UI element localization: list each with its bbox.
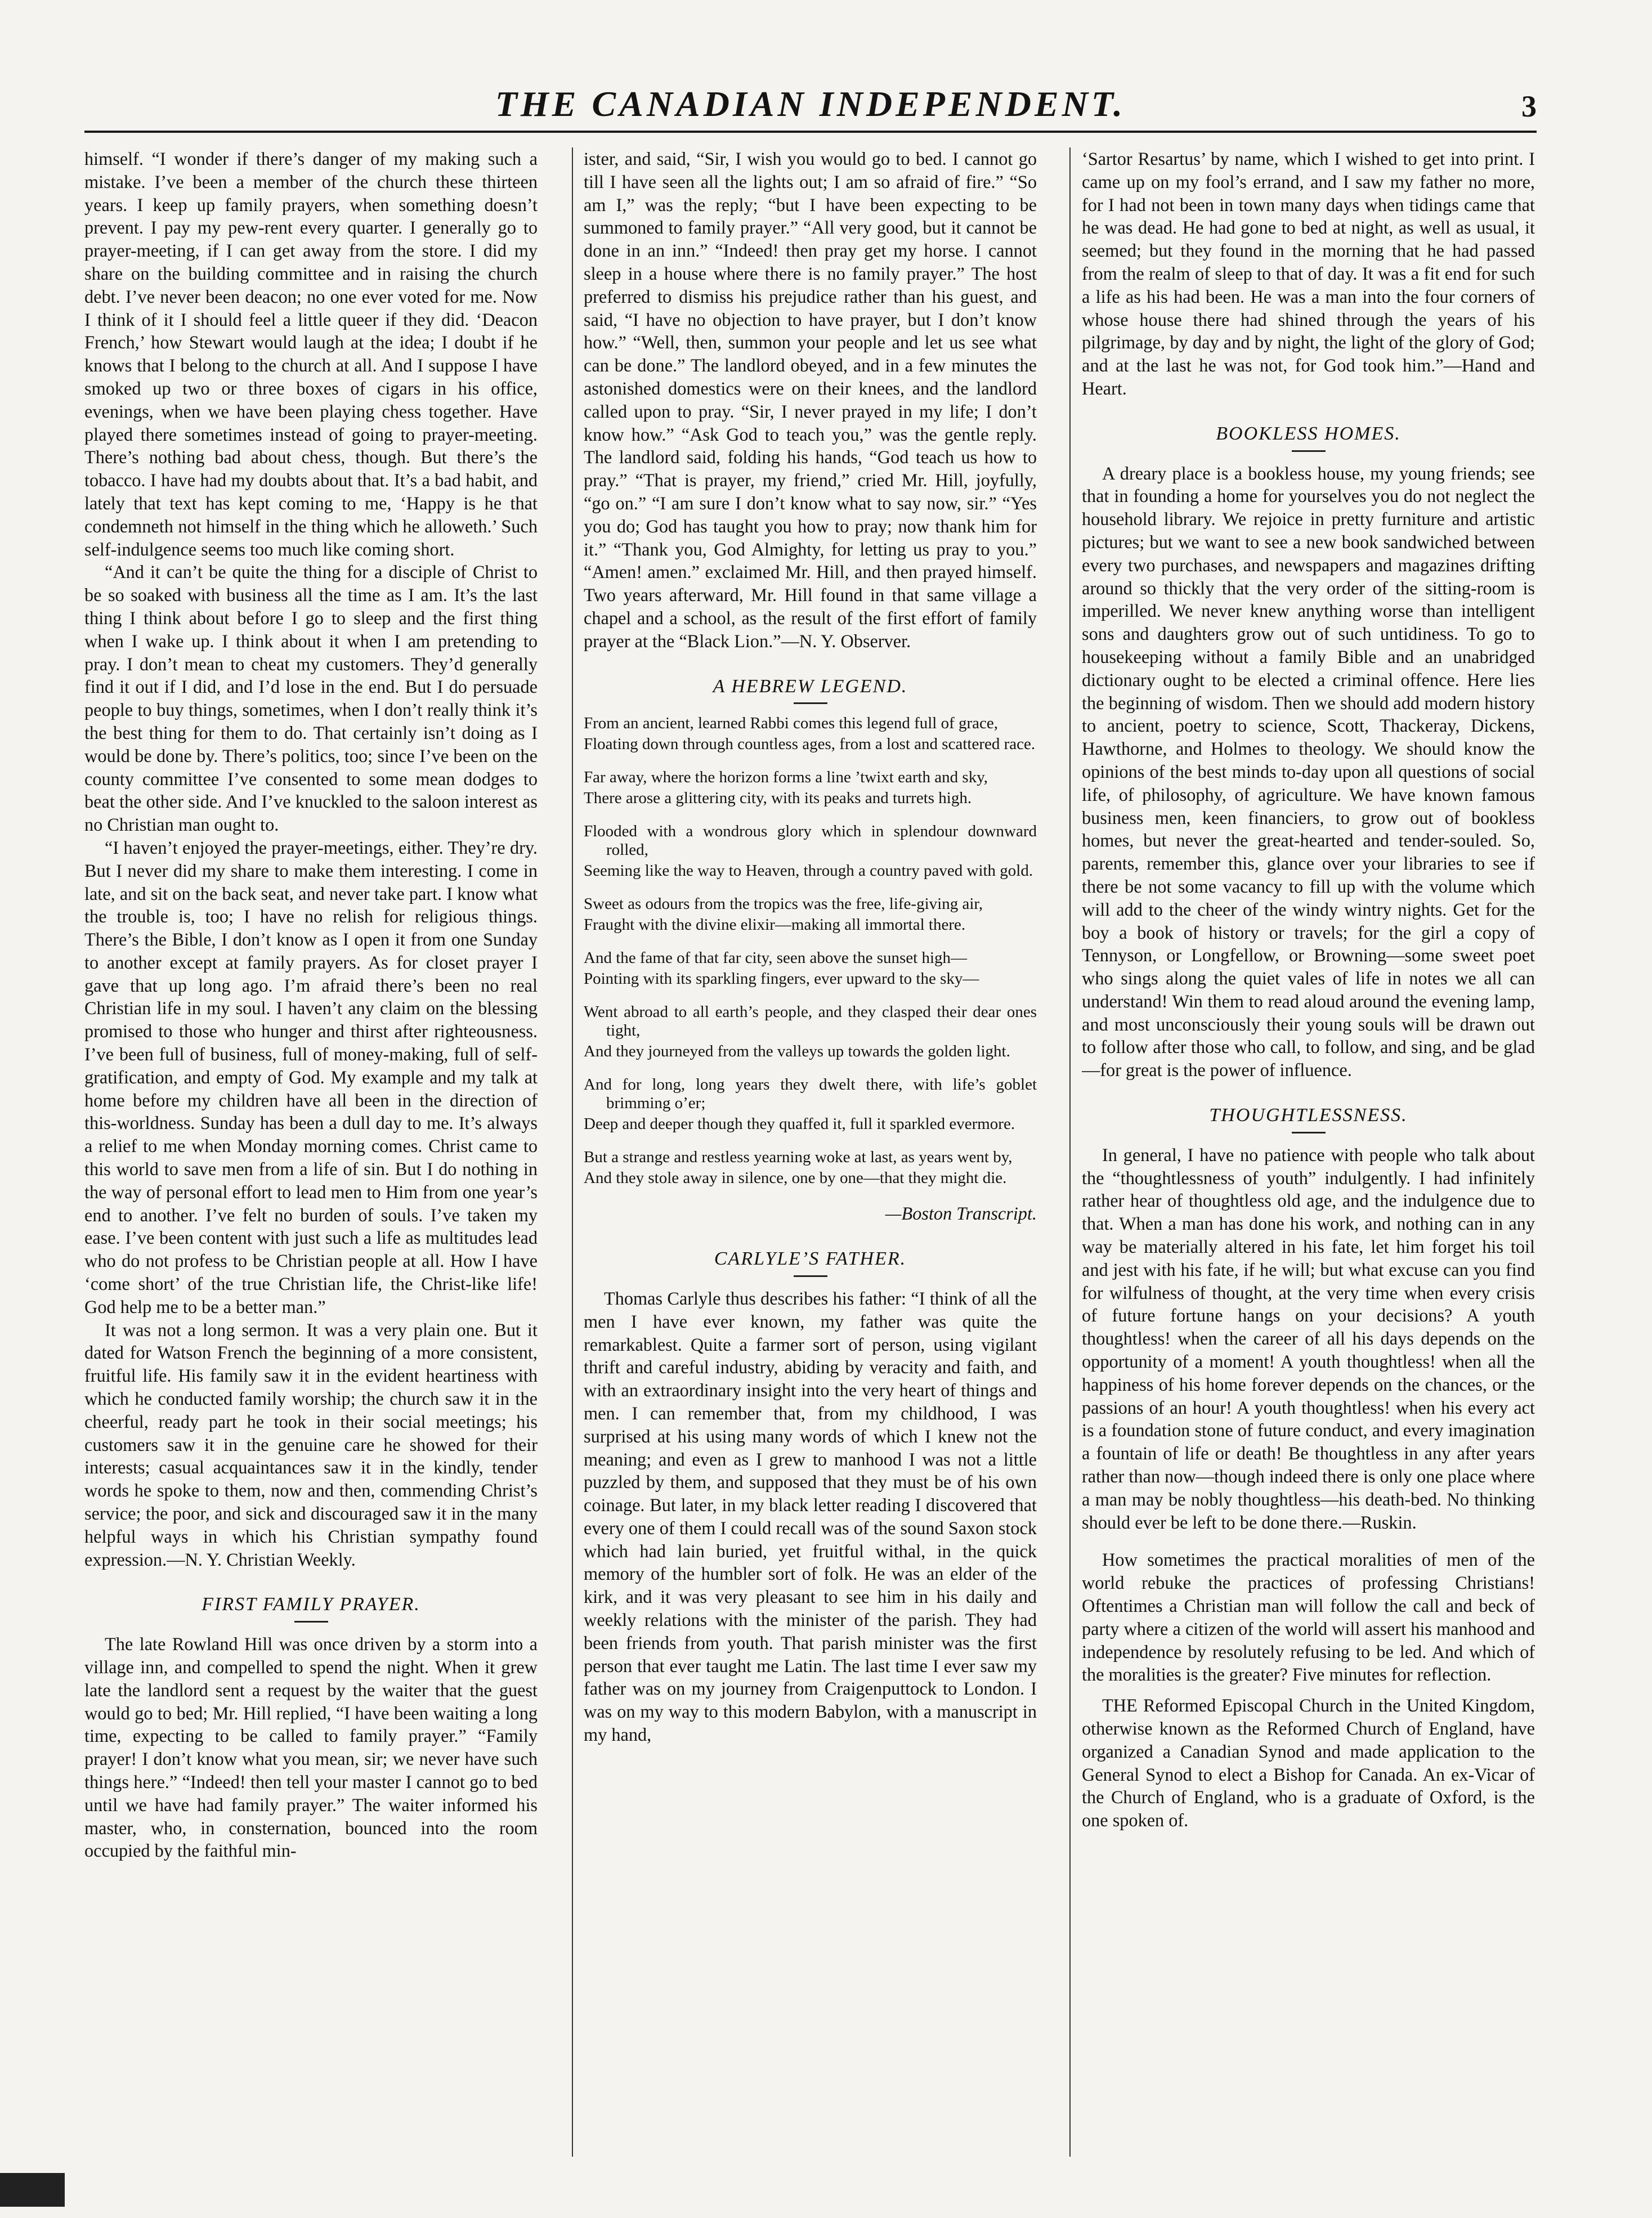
- poem-line-text: Sweet as odours from the tropics was the free, life-giving air,: [584, 895, 983, 913]
- poem-line-text: Seeming like the way to Heaven, through a country paved with gold.: [584, 862, 1033, 880]
- masthead: [84, 79, 1537, 133]
- poem-line: [584, 768, 1037, 787]
- article-paragraph: In general, I have no patience with people who talk about the “thoughtlessness of youth” indulgently. I had infinitely rather hear of thoughtless old age, and the indulgence due to that. When a man has done his work, and nothing can in any way be materially altered in his fate, let him forget his toil and jest with his fate, if he will; but what excuse can you find for wilfulness of thought, at the very time when every crisis of future fortune hangs on your decisions? A youth thoughtless! when the career of all his days depends on the opportunity of a moment! A youth thoughtless! when all the happiness of his home forever depends on the chances, or the passions of an hour! A youth thoughtless! when his every act is a foundation stone of future conduct, and every imagination a fountain of life or death! Be thoughtless in any after years rather than now—though indeed there is only one place where a man may be nobly thoughtless—his death-bed. No thinking should ever be left to be done there.—Ruskin.: [1082, 1144, 1535, 1533]
- poem-line: [584, 970, 1037, 988]
- poem-line-text: There arose a glittering city, with its peaks and turrets high.: [584, 789, 972, 808]
- article-paragraph: The late Rowland Hill was once driven by a storm into a village inn, and compelled to spend the night. When it grew late the landlord sent a request by the waiter that the guest would go to bed; Mr. Hill replied, “I have been waiting a long time, expecting to be called to family prayer.” “Family prayer! I don’t know what you mean, sir; we never have such things here.” “Indeed! then tell your master I cannot go to bed until we have had family prayer.” The waiter informed his master, who, in consternation, bounced into the room occupied by the faithful min-: [84, 1634, 538, 1861]
- heading-rule: [294, 1621, 328, 1623]
- poem-stanza: [584, 1148, 1037, 1188]
- poem-line-text: And the fame of that far city, seen above the sunset high—: [584, 949, 968, 967]
- article-paragraph: How sometimes the practical moralities of men of the world rebuke the practices of professing Christians! Oftentimes a Christian man will follow the call and beck of party where a citizen of the world will assert his manhood and independence by resolutely refusing to be led. And which of the moralities is the greater? Five minutes for reflection.: [1082, 1549, 1535, 1685]
- column-divider: [572, 147, 573, 2157]
- column-3: [1082, 147, 1535, 2157]
- heading-rule: [1292, 1132, 1326, 1133]
- poem-line-text: Deep and deeper though they quaffed it, full it sparkled evermore.: [584, 1115, 1015, 1133]
- column-1: [84, 147, 538, 2157]
- poem-line-text: Fraught with the divine elixir—making all immortal there.: [584, 916, 966, 934]
- article-paragraph: himself. “I wonder if there’s danger of my making such a mistake. I’ve been a member of the church these thirteen years. I keep up family prayers, when something doesn’t prevent. I pay my pew-rent every quarter. I generally go to prayer-meeting, if I can get away from the store. I did my share on the building committee and in raising the church debt. I’ve never been deacon; no one ever voted for me. Now I think of it I should feel a little queer if they did. ‘Deacon French,’ how Stewart would laugh at the idea; I doubt if he knows that I belong to the church at all. And I suppose I have smoked up two or three boxes of cigars in his office, evenings, when we have been playing chess together. Have played there sometimes instead of going to prayer-meeting. There’s nothing bad about chess, though. But there’s the tobacco. I have had my doubts about that. It’s a bad habit, and lately that text has kept coming to me, ‘Happy is he that condemneth not himself in the thing which he alloweth.’ Such self-indulgence seems too much like coming short.: [84, 149, 538, 559]
- article-paragraph: “And it can’t be quite the thing for a disciple of Christ to be so soaked with business all the time as I am. It’s the last thing I think about before I go to sleep and the first thing when I wake up. I think about it when I am pretending to pray. I don’t mean to cheat my customers. They’d generally find it out if I did, and I’d lose in the end. But I do persuade people to buy things, sometimes, when I don’t really think it’s the best thing for them to do. That certainly isn’t doing as I would be done by. There’s politics, too; since I’ve been on the county committee I’ve consented to some mean dodges to beat the other side. And I’ve knuckled to the saloon interest as no Christian man ought to.: [84, 562, 538, 835]
- poem-line-text: Flooded with a wondrous glory which in splendour downward rolled,: [584, 822, 1037, 859]
- poem-line: [584, 1169, 1037, 1188]
- poem-stanza: [584, 949, 1037, 988]
- heading-rule: [794, 1275, 827, 1277]
- poem-line: [584, 789, 1037, 808]
- article-paragraph: ister, and said, “Sir, I wish you would go to bed. I cannot go till I have seen all the lights out; I am so afraid of fire.” “So am I,” was the reply; “but I have been expecting to be summoned to family prayer.” “All very good, but it cannot be done in an inn.” “Indeed! then pray get my horse. I cannot sleep in a house where there is no family prayer.” The host preferred to dismiss his prejudice rather than his guest, and said, “I have no objection to have prayer, but I don’t know how.” “Well, then, summon your people and let us see what can be done.” The landlord obeyed, and in a few minutes the astonished domestics were on their knees, and the landlord called upon to pray. “Sir, I never prayed in my life; I don’t know how.” “Ask God to teach you,” was the gentle reply. The landlord said, folding his hands, “God teach us how to pray.” “That is prayer, my friend,” cried Mr. Hill, joyfully, “go on.” “I am sure I don’t know what to say now, sir.” “Yes you do; God has taught you how to pray; now thank him for it.” “Thank you, God Almighty, for letting us pray to you.” “Amen! amen.” exclaimed Mr. Hill, and then prayed himself. Two years afterward, Mr. Hill found in that same village a chapel and a school, as the result of the first effort of family prayer at the “Black Lion.”—N. Y. Observer.: [584, 149, 1037, 651]
- poem-line-text: And for long, long years they dwelt there, with life’s goblet brimming o’er;: [584, 1076, 1037, 1113]
- poem-line: [584, 949, 1037, 967]
- poem-line: [584, 1042, 1037, 1061]
- poem: [584, 714, 1037, 1188]
- poem-line-text: But a strange and restless yearning woke at last, as years went by,: [584, 1148, 1013, 1167]
- column-divider: [1069, 147, 1071, 2157]
- poem-line-text: From an ancient, learned Rabbi comes this legend full of grace,: [584, 714, 999, 733]
- poem-source: —Boston Transcript.: [885, 1203, 1037, 1224]
- article-paragraph: THE Reformed Episcopal Church in the United Kingdom, otherwise known as the Reformed Church of England, have organized a Canadian Synod and made application to the General Synod to elect a Bishop for Canada. An ex-Vicar of the Church of England, who is a graduate of Oxford, is the one spoken of.: [1082, 1695, 1535, 1831]
- poem-line-text: Floating down through countless ages, from a lost and scattered race.: [584, 735, 1036, 754]
- edge-mark: [0, 2173, 65, 2207]
- poem-line-text: And they journeyed from the valleys up towards the golden light.: [584, 1042, 1010, 1061]
- poem-line-text: Far away, where the horizon forms a line ’twixt earth and sky,: [584, 768, 988, 787]
- article-heading: FIRST FAMILY PRAYER.: [202, 1594, 420, 1615]
- heading-rule: [1292, 450, 1326, 452]
- poem-line: [584, 1115, 1037, 1133]
- article-heading: CARLYLE’S FATHER.: [714, 1248, 907, 1270]
- poem-line: [584, 862, 1037, 880]
- poem-line: [584, 735, 1037, 754]
- article-paragraph: ‘Sartor Resartus’ by name, which I wished to get into print. I came up on my fool’s errand, and I saw my father no more, for I had not been in town many days when tidings came that he was dead. He had gone to bed at night, as well as usual, it seemed; but they found in the morning that he had passed from the realm of sleep to that of day. It was a fit end for such a life as his had been. He was a man into the four corners of whose house there had shined through the years of his pilgrimage, by day and by night, the light of the glory of God; and at the last he was not, for God took him.”—Hand and Heart.: [1082, 149, 1535, 398]
- article-paragraph: It was not a long sermon. It was a very plain one. But it dated for Watson French the beginning of a more consistent, fruitful life. His family saw it in the evident heartiness with which he conducted family worship; the church saw it in the cheerful, ready part he took in their social meetings; his customers saw it in the genuine care he showed for their interests; casual acquaintances saw it in the kindly, tender words he spoke to them, now and then, commending Christ’s service; the poor, and sick and discouraged saw it in the many helpful ways in which his Christian sympathy found expression.—N. Y. Christian Weekly.: [84, 1319, 538, 1570]
- poem-line: [584, 1003, 1037, 1040]
- newspaper-title: THE CANADIAN INDEPENDENT.: [495, 84, 1126, 124]
- page-number: 3: [1521, 89, 1537, 123]
- poem-stanza: [584, 895, 1037, 934]
- article-heading: A HEBREW LEGEND.: [713, 675, 908, 697]
- poem-stanza: [584, 822, 1037, 880]
- poem-stanza: [584, 714, 1037, 754]
- poem-line: [584, 916, 1037, 934]
- poem-stanza: [584, 1076, 1037, 1133]
- poem-line: [584, 714, 1037, 733]
- poem-stanza: [584, 1003, 1037, 1061]
- poem-line-text: And they stole away in silence, one by one—that they might die.: [584, 1169, 1007, 1188]
- poem-line-text: Went abroad to all earth’s people, and they clasped their dear ones tight,: [584, 1003, 1037, 1040]
- poem-stanza: [584, 768, 1037, 808]
- poem-line: [584, 822, 1037, 859]
- article-paragraph: Thomas Carlyle thus describes his father: “I think of all the men I have ever known, my father was quite the remarkablest. Quite a farmer sort of person, using vigilant thrift and careful industry, abiding by veracity and faith, and with an extraordinary insight into the very heart of things and men. I can remember that, from my childhood, I was surprised at his using many words of which I knew not the meaning; and even as I grew to manhood I was not a little puzzled by them, and supposed that they must be of his own coinage. But later, in my black letter reading I discovered that every one of them I could recall was of the sound Saxon stock which had lain buried, yet fruitful withal, in the quick memory of the humbler sort of folk. He was an elder of the kirk, and it was very pleasant to see him in his daily and weekly relations with the minister of the parish. They had been friends from youth. That parish minister was the first person that ever taught me Latin. The last time I ever saw my father was on my journey from Craigenputtock to London. I was on my way to this modern Babylon, with a manuscript in my hand,: [584, 1288, 1037, 1745]
- article-paragraph: “I haven’t enjoyed the prayer-meetings, either. They’re dry. But I never did my share to make them interesting. I come in late, and sit on the back seat, and never take part. I know what the trouble is, too; I have no relish for religious things. There’s the Bible, I don’t know as I open it from one Sunday to another except at family prayers. As for closet prayer I gave that up long ago. I’m afraid there’s been no real Christian life in my soul. I haven’t any claim on the blessing promised to those who hunger and thirst after righteousness. I’ve been full of business, full of money-making, full of self-gratification, and empty of God. My example and my talk at home before my children have all been in the direction of this-worldness. Sunday has been a dull day to me. It’s always a relief to me when Monday morning comes. Christ came to this world to save men from a life of sin. But I do nothing in the way of personal effort to lead men to Him from one year’s end to another. I’ve felt no burden of souls. I’ve taken my ease. I’ve been content with just such a life as multitudes lead who do not profess to be Christian people at all. How I have ‘come short’ of the true Christian life, the Christ-like life! God help me to be a better man.”: [84, 837, 538, 1317]
- heading-rule: [794, 702, 827, 704]
- article-heading: THOUGHTLESSNESS.: [1209, 1105, 1408, 1126]
- poem-line: [584, 895, 1037, 913]
- article-heading: BOOKLESS HOMES.: [1216, 423, 1401, 444]
- article-paragraph: A dreary place is a bookless house, my young friends; see that in founding a home for yourselves you do not neglect the household library. We rejoice in pretty furniture and artistic pictures; but we want to see a new book sandwiched between every two purchases, and newspapers and magazines drifting around so thickly that the very order of the sitting-room is imperilled. We never knew anything worse than intelligent sons and daughters grow out of such untidiness. To go to housekeeping without a family Bible and an unabridged dictionary ought to be elected a criminal offence. Here lies the beginning of wisdom. Then we should add modern history to ancient, poetry to science, Scott, Thackeray, Dickens, Hawthorne, and Holmes to theology. We should know the opinions of the best minds to-day upon all questions of social life, of philosophy, of agriculture. We have known famous business men, keen financiers, to grow out of bookless homes, but never the great-hearted and tender-souled. So, parents, remember this, glance over your libraries to see if there be not some vacancy to fill up with the volume which will add to the cheer of the windy wintry nights. Get for the boy a book of history or travels; for the girl a copy of Tennyson, or Longfellow, or Browning—some sweet poet who sings along the quiet vales of life in notes we all can understand! Win them to read aloud around the evening lamp, and most unconsciously their young souls will be drawn out to follow after those who call, to follow, and sing, and be glad—for great is the power of influence.: [1082, 463, 1535, 1081]
- poem-line: [584, 1148, 1037, 1167]
- column-2: [584, 147, 1037, 2157]
- poem-line: [584, 1076, 1037, 1113]
- poem-line-text: Pointing with its sparkling fingers, ever upward to the sky—: [584, 970, 979, 988]
